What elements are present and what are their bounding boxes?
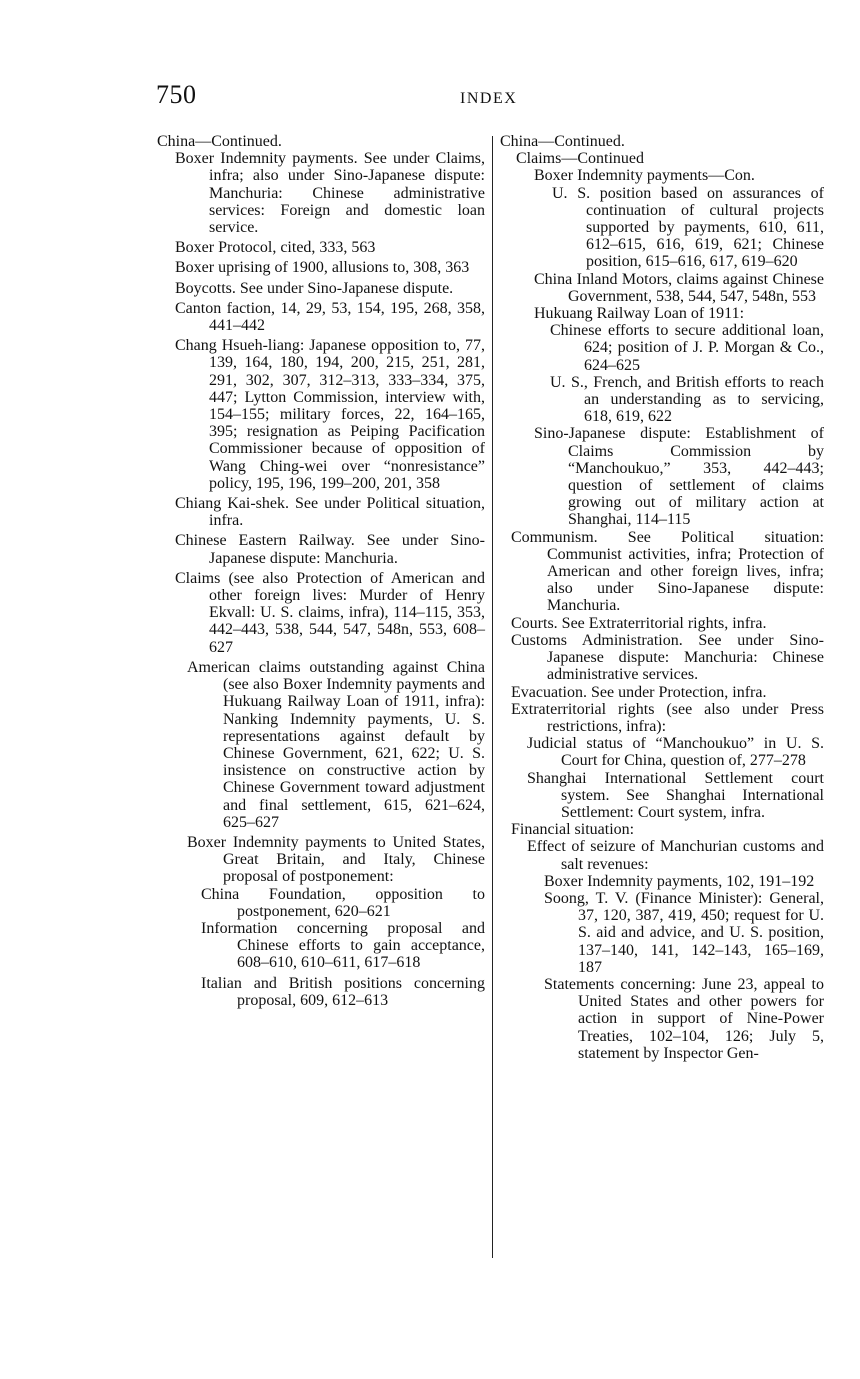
index-entry: Boxer uprising of 1900, allusions to, 308, 363 [175,259,470,277]
index-subentry: Effect of seizure of Manchurian customs and salt revenues: [527,838,824,873]
index-subentry: Boxer Indemnity payments—Con. [534,167,755,185]
index-subentry: Hukuang Railway Loan of 1911: [534,305,745,323]
index-subentry: Statements concerning: June 23, appeal to United States and other powers for action in support of Nine-Power Treaties, 102–104, 126; July 5, statement by Inspector Gen- [544,975,824,1062]
index-subentry: American claims outstanding against China (see also Boxer Indemnity payments and Hukuang Railway Loan of 1911, infra): Nanking Indemnity payments, U. S. representations against default by Chinese Government, 621, 622; U. S. insistence on constructive action by Chinese Government toward adjustment and final settlement, 615, 621–624, 625–627 [187,658,485,831]
index-subentry: Judicial status of “Manchoukuo” in U. S. Court for China, question of, 277–278 [527,735,824,770]
index-subentry: U. S., French, and British efforts to reach an understanding as to servicing, 618, 619, 622 [550,373,824,426]
right-column [500,133,824,1062]
index-subentry: Shanghai International Settlement court system. See Shanghai International Settlement: Court system, infra. [527,769,824,821]
page-number: 750 [156,80,197,109]
index-entry: Financial situation: [511,821,635,839]
index-subentry: China Inland Motors, claims against Chinese Government, 538, 544, 547, 548n, 553 [534,270,824,305]
index-entry: Courts. See Extraterritorial rights, infra. [511,614,767,632]
index-entry: Customs Administration. See under Sino-Japanese dispute: Manchuria: Chinese administrative services. [511,631,824,684]
index-subentry: Soong, T. V. (Finance Minister): General, 37, 120, 387, 419, 450; request for U. S. aid and advice, and U. S. position, 137–140, 141, 142–143, 165–169, 187 [544,889,824,976]
column-heading: China—Continued. [500,133,625,150]
index-entry: Boxer Protocol, cited, 333, 563 [175,239,376,257]
index-entry: Claims (see also Protection of American and other foreign lives: Murder of Henry Ekvall: U. S. claims, infra), 114–115, 353, 442–443, 538, 544, 547, 548n, 553, 608–627 [175,569,485,656]
index-subentry: Sino-Japanese dispute: Establishment of Claims Commission by “Manchoukuo,” 353, 442–443; question of settlement of claims growing out of military action at Shanghai, 114–115 [534,425,824,529]
index-entry: Chang Hsueh-liang: Japanese opposition to, 77, 139, 164, 180, 194, 200, 215, 251, 281, 291, 302, 307, 312–313, 333–334, 375, 447; Lytton Commission, interview with, 154–155; military forces, 22, 164–165, 395; resignation as Peiping Pacification Commissioner because of opposition of Wang Ching-wei over “nonresistance” policy, 195, 196, 199–200, 201, 358 [175,337,485,492]
index-entry: Boycotts. See under Sino-Japanese dispute. [175,279,454,297]
column-divider [492,136,493,1258]
index-subentry: Information concerning proposal and Chinese efforts to gain acceptance, 608–610, 610–611, 617–618 [201,919,485,972]
index-subentry: Boxer Indemnity payments to United States, Great Britain, and Italy, Chinese proposal of postponement: [187,833,485,886]
index-subentry: Boxer Indemnity payments, 102, 191–192 [544,872,815,890]
index-entry: Boxer Indemnity payments. See under Claims, infra; also under Sino-Japanese dispute: Manchuria: Chinese administrative services: Foreign and domestic loan service. [175,150,485,237]
index-subentry: U. S. position based on assurances of continuation of cultural projects supported by payments, 610, 611, 612–615, 616, 619, 621; Chinese position, 615–616, 617, 619–620 [552,184,824,271]
index-entry: Chiang Kai-shek. See under Political situation, infra. [175,495,485,530]
index-entry: Evacuation. See under Protection, infra. [511,683,767,701]
index-entry: Claims—Continued [516,150,644,168]
running-head: INDEX [460,90,518,107]
index-entry: Chinese Eastern Railway. See under Sino-Japanese dispute: Manchuria. [175,532,485,567]
index-subentry: China Foundation, opposition to postponement, 620–621 [201,885,485,920]
column-heading: China—Continued. [157,133,282,150]
index-entry: Communism. See Political situation: Communist activities, infra; Protection of American and other foreign lives, infra; also under Sino-Japanese dispute: Manchuria. [511,528,824,615]
index-entry: Extraterritorial rights (see also under Press restrictions, infra): [511,700,824,735]
left-column [157,133,485,1009]
index-subentry: Italian and British positions concerning proposal, 609, 612–613 [201,974,485,1009]
index-subentry: Chinese efforts to secure additional loan, 624; position of J. P. Morgan & Co., 624–625 [550,322,824,374]
index-entry: Canton faction, 14, 29, 53, 154, 195, 268, 358, 441–442 [175,299,485,335]
